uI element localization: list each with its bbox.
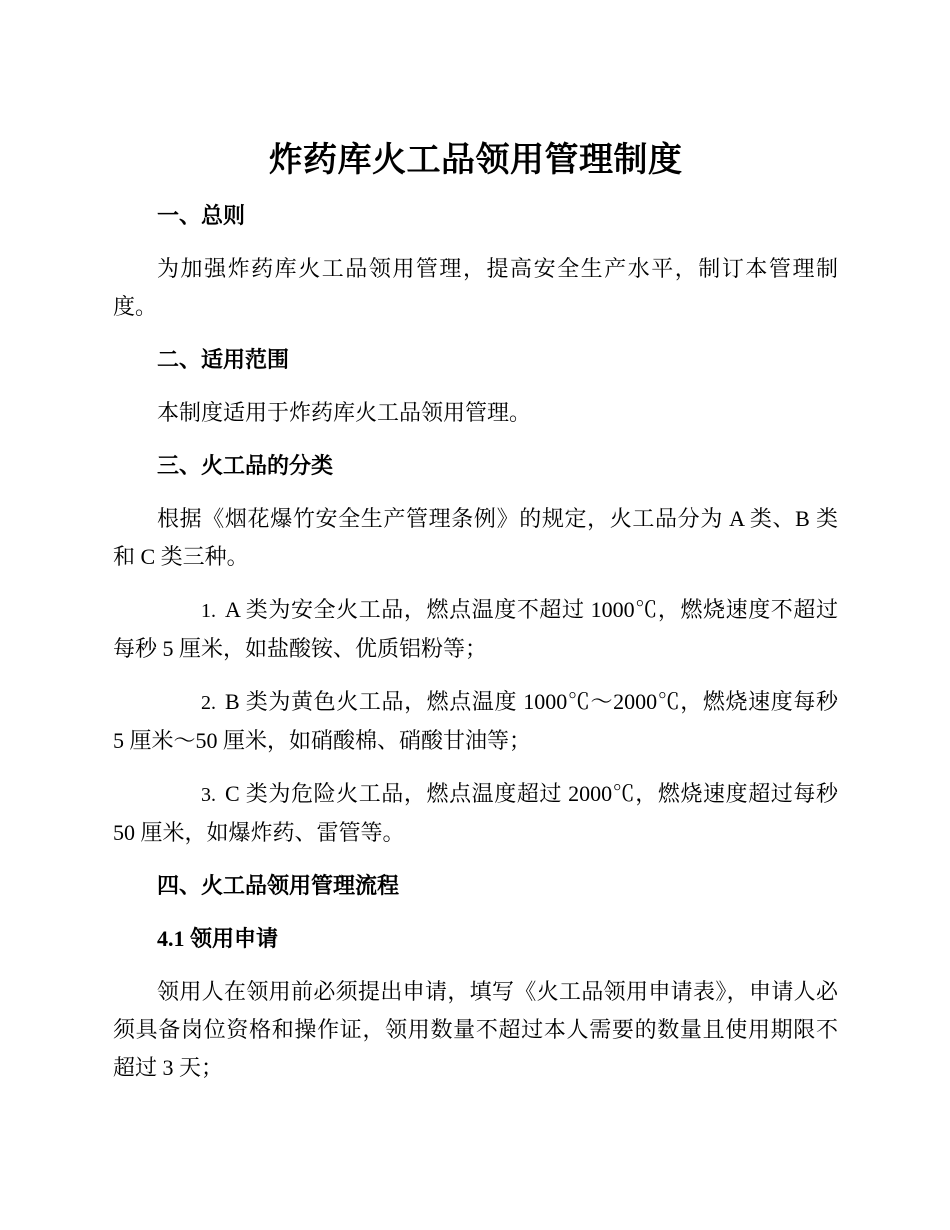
- paragraph-classification-intro: 根据《烟花爆竹安全生产管理条例》的规定，火工品分为 A 类、B 类和 C 类三种。: [113, 506, 838, 569]
- section-heading-classification: 三、火工品的分类: [157, 453, 334, 478]
- list-text: A 类为安全火工品，燃点温度不超过 1000℃，燃烧速度不超过每秒 5 厘米，如盐酸铵、优质铝粉等；: [113, 597, 838, 661]
- paragraph-general: 为加强炸药库火工品领用管理，提高安全生产水平，制订本管理制度。: [113, 256, 838, 319]
- list-number: 2.: [201, 692, 216, 714]
- list-text: B 类为黄色火工品，燃点温度 1000℃～2000℃，燃烧速度每秒 5 厘米～50 厘米，如硝酸棉、硝酸甘油等；: [113, 689, 838, 753]
- list-item-class-a: [113, 591, 838, 668]
- list-item-class-c: [113, 775, 838, 852]
- subsection-heading-application: 4.1 领用申请: [157, 926, 279, 951]
- list-number: 1.: [201, 600, 216, 622]
- paragraph-application: 领用人在领用前必须提出申请，填写《火工品领用申请表》，申请人必须具备岗位资格和操作证，领用数量不超过本人需要的数量且使用期限不超过 3 天；: [113, 979, 838, 1080]
- section-heading-process: 四、火工品领用管理流程: [157, 873, 400, 898]
- paragraph-scope: 本制度适用于炸药库火工品领用管理。: [157, 400, 532, 425]
- section-heading-scope: 二、适用范围: [157, 347, 290, 372]
- section-heading-general: 一、总则: [157, 203, 246, 228]
- list-item-class-b: [113, 683, 838, 760]
- list-number: 3.: [201, 784, 216, 806]
- list-text: C 类为危险火工品，燃点温度超过 2000℃，燃烧速度超过每秒 50 厘米，如爆炸药、雷管等。: [113, 781, 838, 845]
- document-title: 炸药库火工品领用管理制度: [268, 141, 683, 179]
